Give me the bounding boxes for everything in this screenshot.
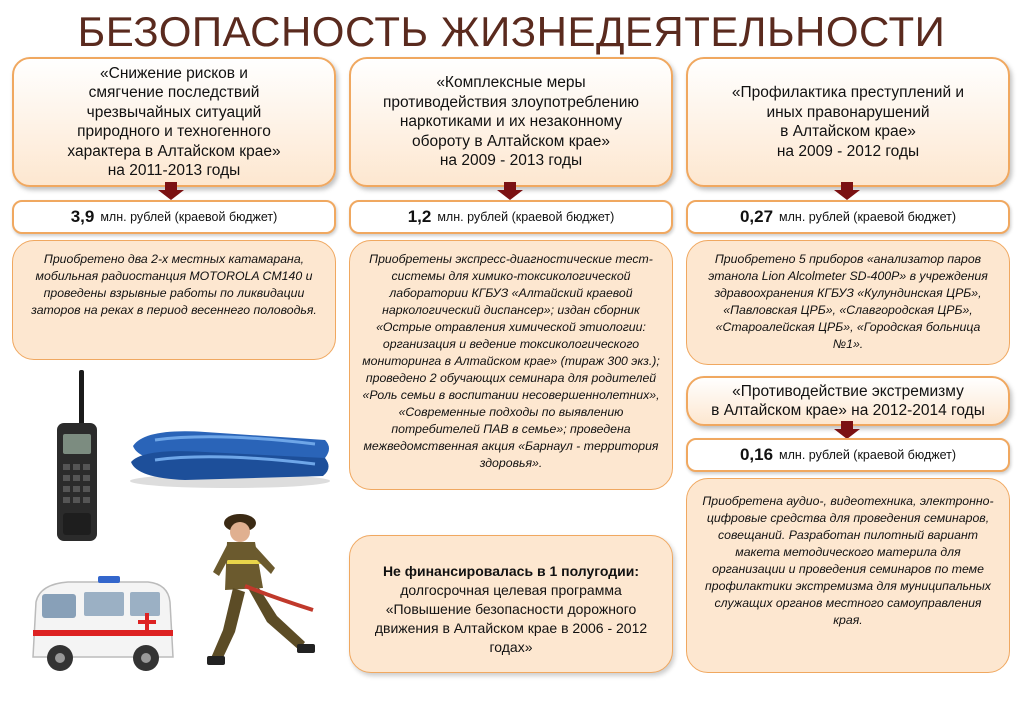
description-text: Приобретено 5 приборов «анализатор паров этанола Lion Alcolmeter SD-400P» в учреждения здравоохранения КГБУЗ «Кулундинская ЦРБ», «Павловская ЦРБ», «Славгородская ЦРБ», «Староалейская ЦРБ», «Городская больница №1».	[708, 252, 988, 351]
program-box-narcotics	[349, 57, 673, 187]
arrow-down-icon	[834, 421, 860, 439]
program-title: «Комплексные меры противодействия злоупотреблению наркотиками и их незаконному обороту в Алтайском крае» на 2009 - 2013 годы	[382, 74, 640, 170]
amount-value: 1,2	[407, 207, 432, 226]
radio-icon	[45, 368, 105, 548]
amount-value: 0,16	[739, 445, 774, 464]
amount-box-narcotics	[349, 200, 673, 234]
amount-value: 0,27	[739, 207, 774, 226]
arrow-down-icon	[834, 182, 860, 200]
not-financed-text: долгосрочная целевая программа «Повышение безопасности дорожного движения в Алтайском крае в 2006 - 2012 годах»	[374, 582, 648, 655]
arrow-down-icon	[497, 182, 523, 200]
not-financed-box	[349, 535, 673, 673]
program-box-crime-prevention	[686, 57, 1010, 187]
ambulance-icon	[28, 572, 178, 677]
amount-box-crime-prevention	[686, 200, 1010, 234]
amount-label: млн. рублей (краевой бюджет)	[779, 210, 957, 224]
description-box-crime-prevention	[686, 240, 1010, 365]
program-title: «Противодействие экстремизму в Алтайском крае» на 2012-2014 годы	[711, 382, 985, 419]
page-title: БЕЗОПАСНОСТЬ ЖИЗНЕДЕЯТЕЛЬНОСТИ	[77, 8, 946, 55]
catamaran-icon	[125, 418, 335, 493]
amount-label: млн. рублей (краевой бюджет)	[100, 210, 278, 224]
description-box-emergency	[12, 240, 336, 360]
description-text: Приобретена аудио-, видеотехника, электронно-цифровые средства для проведения семинаров, совещаний. Разработан пилотный вариант макета методического материла для организации и проведения семинаров по теме профилактики экстремизма для муниципальных служащих органов местного самоуправления края.	[702, 494, 994, 627]
amount-box-emergency	[12, 200, 336, 234]
amount-box-extremism	[686, 438, 1010, 472]
program-box-emergency	[12, 57, 336, 187]
program-title: «Снижение рисков и смягчение последствий чрезвычайных ситуаций природного и техногенного характера в Алтайском крае» на 2011-2013 годы	[67, 64, 281, 179]
arrow-down-icon	[158, 182, 184, 200]
amount-label: млн. рублей (краевой бюджет)	[779, 448, 957, 462]
description-text: Приобретено два 2-х местных катамарана, мобильная радиостанция MOTOROLA CM140 и проведены взрывные работы по ликвидации заторов на реках в период весеннего половодья.	[31, 252, 317, 317]
amount-label: млн. рублей (краевой бюджет)	[437, 210, 615, 224]
not-financed-heading: Не финансировалась в 1 полугодии:	[382, 563, 640, 579]
description-box-narcotics	[349, 240, 673, 490]
description-text: Приобретены экспресс-диагностические тест-системы для химико-токсикологической лаборатории КГБУЗ «Алтайский краевой наркологический диспансер»; издан сборник «Острые отравления химической этиологии: организация и ведение токсикологического мониторинга в Алтайском крае» (тираж 300 экз.); проведено 2 обучающих семинара для родителей «Роль семьи в воспитании несовершеннолетних», «Современные подходы по выявлению потребителей ПАВ в семье»; проведена межведомственная акция «Барнаул - территория здоровья».	[362, 252, 660, 470]
program-box-extremism	[686, 376, 1010, 426]
description-box-extremism	[686, 478, 1010, 673]
firefighter-icon	[205, 510, 320, 675]
program-title: «Профилактика преступлений и иных правонарушений в Алтайском крае» на 2009 - 2012 годы	[731, 84, 965, 160]
amount-value: 3,9	[70, 207, 95, 226]
